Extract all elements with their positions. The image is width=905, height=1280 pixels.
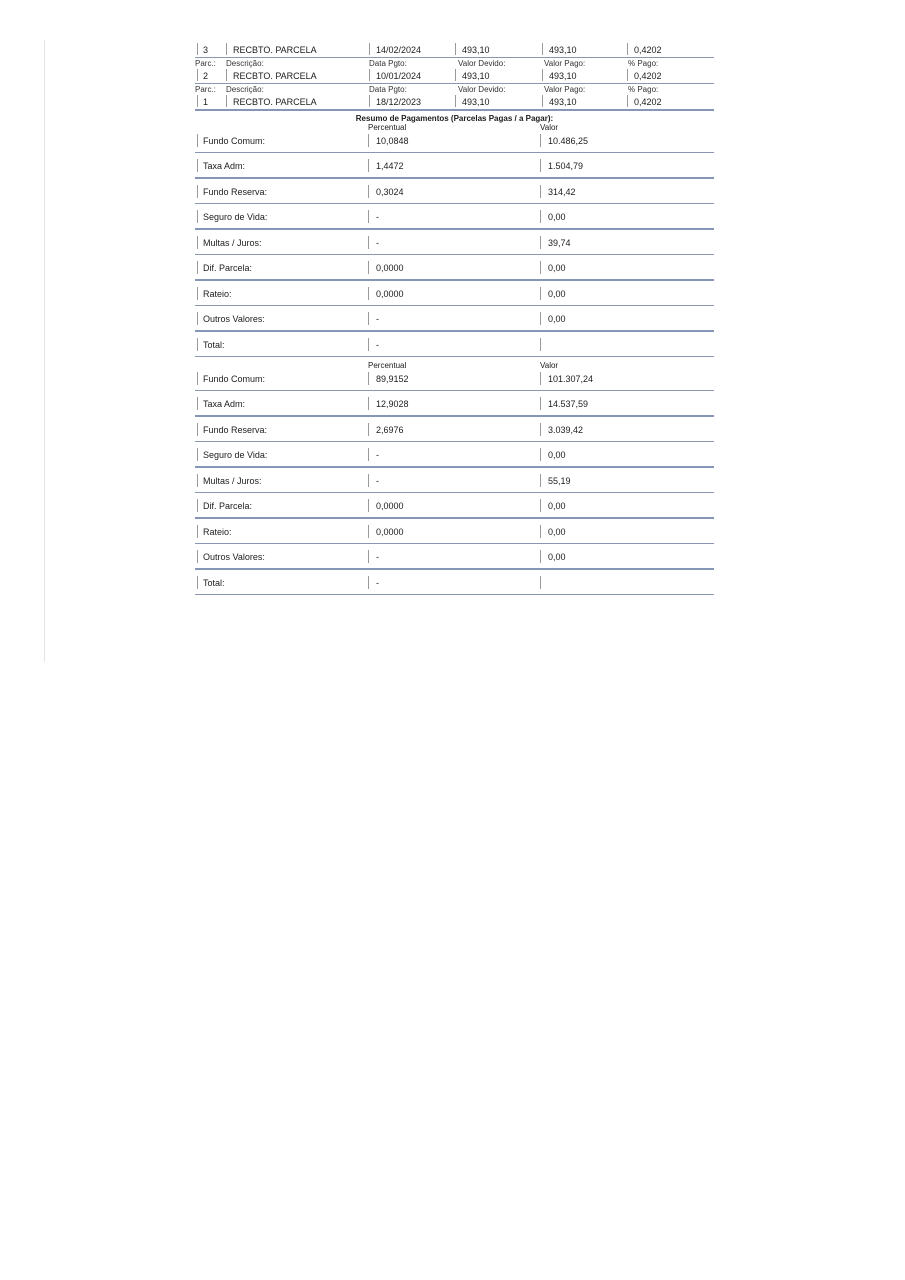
summary-percentual: 0,3024 [376, 187, 404, 197]
header-valor-devido: Valor Devido: [458, 59, 506, 68]
installment-description: RECBTO. PARCELA [233, 97, 317, 107]
summary-percentual: - [376, 552, 379, 562]
installment-amount-due: 493,10 [462, 45, 490, 55]
summary-valor: 14.537,59 [548, 399, 589, 409]
summary-label: Seguro de Vida: [203, 450, 268, 460]
installment-payment-date: 18/12/2023 [376, 97, 422, 107]
installment-header-row [195, 58, 714, 68]
header-parc: Parc.: [195, 85, 216, 94]
summary-label: Taxa Adm: [203, 161, 246, 171]
summary-label: Total: [203, 578, 225, 588]
summary-row [195, 306, 714, 332]
valor-header: Valor [540, 361, 559, 370]
header-data-pgto: Data Pgto: [369, 85, 407, 94]
summary-title: Resumo de Pagamentos (Parcelas Pagas / a Pagar): [355, 114, 554, 123]
summary-label: Fundo Reserva: [203, 187, 268, 197]
header-parc: Parc.: [195, 59, 216, 68]
percentual-header: Percentual [368, 361, 407, 370]
summary-percentual: 2,6976 [376, 425, 404, 435]
summary-row [195, 417, 714, 442]
installment-header-row [195, 84, 714, 94]
summary-label: Fundo Comum: [203, 374, 266, 384]
summary-row [195, 442, 714, 468]
summary-row [195, 204, 714, 230]
installment-amount-paid: 493,10 [549, 45, 577, 55]
summary-row [195, 132, 714, 153]
summary-row [195, 391, 714, 417]
installment-description: RECBTO. PARCELA [233, 45, 317, 55]
summary-valor: 0,00 [548, 212, 566, 222]
summary-row [195, 519, 714, 544]
summary-percentual: 0,0000 [376, 263, 404, 273]
page-left-rule [44, 40, 45, 662]
installment-row [195, 68, 714, 83]
summary-valor: 0,00 [548, 289, 566, 299]
summary-valor: 55,19 [548, 476, 571, 486]
valor-header: Valor [540, 123, 559, 132]
summary-label: Dif. Parcela: [203, 501, 253, 511]
installment-amount-paid: 493,10 [549, 71, 577, 81]
summary-valor: 0,00 [548, 501, 566, 511]
summary-label: Multas / Juros: [203, 238, 262, 248]
summary-row [195, 255, 714, 281]
header-pct-pago: % Pago: [628, 85, 659, 94]
installment-payment-date: 14/02/2024 [376, 45, 422, 55]
percentual-header: Percentual [368, 123, 407, 132]
summary-column-headers [195, 123, 714, 132]
summary-label: Multas / Juros: [203, 476, 262, 486]
summary-valor: 0,00 [548, 263, 566, 273]
header-valor-pago: Valor Pago: [544, 85, 586, 94]
installment-description: RECBTO. PARCELA [233, 71, 317, 81]
summary-percentual: 1,4472 [376, 161, 404, 171]
summary-label: Total: [203, 340, 225, 350]
summary-section-pagas [195, 123, 714, 357]
installment-block [195, 42, 714, 58]
installment-amount-due: 493,10 [462, 71, 490, 81]
summary-section-a-pagar [195, 361, 714, 595]
payment-statement [195, 42, 714, 595]
summary-valor: 3.039,42 [548, 425, 584, 435]
summary-label: Outros Valores: [203, 552, 265, 562]
installment-number: 2 [203, 71, 209, 81]
installment-percent-paid: 0,4202 [634, 45, 662, 55]
summary-row [195, 570, 714, 595]
summary-valor: 39,74 [548, 238, 571, 248]
summary-label: Rateio: [203, 289, 232, 299]
summary-row [195, 493, 714, 519]
summary-valor: 0,00 [548, 450, 566, 460]
header-data-pgto: Data Pgto: [369, 59, 407, 68]
installment-number: 3 [203, 45, 209, 55]
summary-row [195, 179, 714, 204]
installment-percent-paid: 0,4202 [634, 71, 662, 81]
summary-label: Fundo Reserva: [203, 425, 268, 435]
summary-valor: 0,00 [548, 527, 566, 537]
summary-valor: 101.307,24 [548, 374, 594, 384]
summary-row [195, 544, 714, 570]
summary-percentual: - [376, 578, 379, 588]
summary-label: Rateio: [203, 527, 232, 537]
summary-percentual: 0,0000 [376, 527, 404, 537]
summary-row [195, 153, 714, 179]
installment-block [195, 58, 714, 84]
installment-number: 1 [203, 97, 209, 107]
installment-percent-paid: 0,4202 [634, 97, 662, 107]
summary-column-headers [195, 361, 714, 370]
summary-label: Seguro de Vida: [203, 212, 268, 222]
summary-label: Dif. Parcela: [203, 263, 253, 273]
installment-amount-due: 493,10 [462, 97, 490, 107]
header-valor-devido: Valor Devido: [458, 85, 506, 94]
summary-row [195, 281, 714, 306]
installment-block [195, 84, 714, 111]
summary-valor: 314,42 [548, 187, 576, 197]
summary-percentual: - [376, 212, 379, 222]
header-descricao: Descrição: [226, 85, 264, 94]
summary-percentual: - [376, 476, 379, 486]
installment-payment-date: 10/01/2024 [376, 71, 422, 81]
summary-label: Outros Valores: [203, 314, 265, 324]
summary-percentual: 12,9028 [376, 399, 409, 409]
summary-row [195, 468, 714, 493]
summary-percentual: - [376, 314, 379, 324]
summary-percentual: 0,0000 [376, 501, 404, 511]
header-pct-pago: % Pago: [628, 59, 659, 68]
summary-row [195, 370, 714, 391]
header-valor-pago: Valor Pago: [544, 59, 586, 68]
summary-valor: 1.504,79 [548, 161, 584, 171]
installment-amount-paid: 493,10 [549, 97, 577, 107]
summary-label: Fundo Comum: [203, 136, 266, 146]
summary-valor: 10.486,25 [548, 136, 589, 146]
summary-row [195, 230, 714, 255]
installment-row [195, 42, 714, 57]
header-descricao: Descrição: [226, 59, 264, 68]
summary-percentual: 89,9152 [376, 374, 409, 384]
summary-percentual: - [376, 238, 379, 248]
summary-label: Taxa Adm: [203, 399, 246, 409]
summary-valor: 0,00 [548, 314, 566, 324]
summary-row [195, 332, 714, 357]
summary-percentual: 10,0848 [376, 136, 409, 146]
summary-valor: 0,00 [548, 552, 566, 562]
summary-percentual: 0,0000 [376, 289, 404, 299]
summary-percentual: - [376, 340, 379, 350]
summary-percentual: - [376, 450, 379, 460]
installment-row [195, 94, 714, 109]
